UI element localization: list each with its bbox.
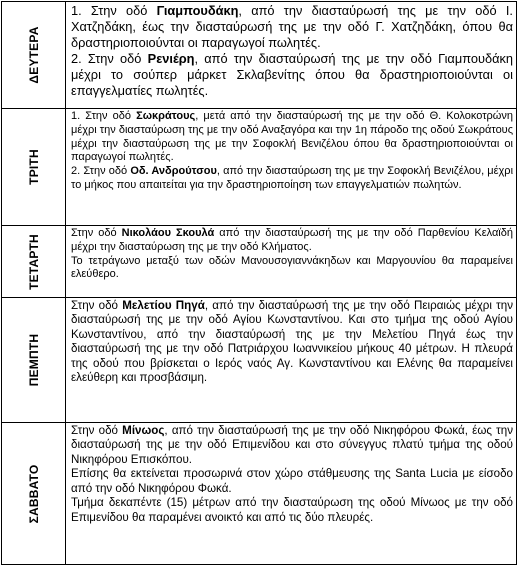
content-cell bbox=[66, 226, 517, 298]
day-cell bbox=[2, 2, 66, 109]
street-name: Σωκράτους bbox=[136, 110, 196, 122]
street-name: Μίνωος bbox=[122, 424, 165, 437]
paragraph: 1. Στην οδό Γιαμπουδάκη, από την διασταύρωσή της με την οδό Ι. Χατζηδάκη, έως την διασταύρωσή της με την οδό Γ. Χατζηδάκη, όπου θα δραστηριοποιούνται οι παραγωγοί πωλητές. bbox=[71, 3, 513, 50]
street-name: Νικολάου Σκουλά bbox=[121, 227, 215, 239]
table-row bbox=[2, 109, 517, 226]
table-row bbox=[2, 298, 517, 423]
day-label: ΣΑΒΒΑΤΟ bbox=[26, 464, 41, 523]
content-cell bbox=[66, 298, 517, 423]
day-label: ΠΕΜΠΤΗ bbox=[26, 333, 41, 387]
table-row bbox=[2, 226, 517, 298]
day-cell bbox=[2, 226, 66, 298]
paragraph: Επίσης θα εκτείνεται προσωρινά στον χώρο στάθμευσης της Santa Lucia με είσοδο από την οδό Νικηφόρου Φωκά. bbox=[71, 467, 513, 495]
street-name: Οδ. Ανδρούτσου bbox=[130, 165, 217, 177]
content-cell bbox=[66, 2, 517, 109]
content-cell bbox=[66, 423, 517, 565]
day-cell bbox=[2, 298, 66, 423]
market-schedule-table bbox=[1, 1, 517, 565]
table-row bbox=[2, 2, 517, 109]
paragraph: 2. Στην οδό Ρενιέρη, από την διασταύρωσή της με την οδό Γιαμπουδάκη μέχρι το σούπερ μάρκετ Σκλαβενίτης όπου θα δραστηριοποιούνται οι επαγγελματίες πωλητές. bbox=[71, 50, 513, 98]
paragraph: 2. Στην οδό Οδ. Ανδρούτσου, από την διασταύρωση της με την Σοφοκλή Βενιζέλου, μέχρι το μήκος που απαιτείται για την δραστηριοποίηση των επαγγελματιών πωλητών. bbox=[71, 165, 514, 191]
day-label: ΤΕΤΑΡΤΗ bbox=[26, 233, 41, 290]
paragraph: Τμήμα δεκαπέντε (15) μέτρων από την διασταύρωση της οδού Μίνωος με την οδό Επιμενίδου θα παραμένει ανοικτό και από τις δύο πλευρές. bbox=[71, 496, 513, 524]
day-label: ΤΡΙΤΗ bbox=[26, 149, 41, 185]
street-name: Μελετίου Πηγά bbox=[122, 299, 205, 312]
day-label: ΔΕΥΤΕΡΑ bbox=[26, 26, 41, 84]
paragraph: Στην οδό Νικολάου Σκουλά από την διασταύρωσή της με την οδό Παρθενίου Κελαϊδή μέχρι την διασταύρωση της με την οδό Κλήματος. bbox=[71, 227, 513, 253]
paragraph: Στην οδό Μελετίου Πηγά, από την διασταύρωσή της με την οδό Πειραιώς μέχρι την διασταύρωσή της με την οδό Αγίου Κωνσταντίνου. Και στο τμήμα της οδού Αγίου Κωνσταντίνου, από την διασταύρωσή της με την Μελετίου Πηγά έως την διασταύρωσή της με την οδό Πατριάρχου Ιωαννικείου μήκους 40 μέτρων. Η πλευρά της οδού που βρίσκεται ο Ιερός ναός Αγ. Κωνσταντίνου και Ελένης θα παραμείνει ελεύθερη και προσβάσιμη. bbox=[71, 299, 514, 385]
street-name: Ρενιέρη bbox=[147, 50, 195, 66]
street-name: Γιαμπουδάκη bbox=[156, 3, 239, 18]
paragraph: 1. Στην οδό Σωκράτους, μετά από την διασταύρωσή της με την οδό Θ. Κολοκοτρώνη μέχρι την διασταύρωση της με την οδό Αναξαγόρα και την 1η πάροδο της οδού Σωκράτους μέχρι την διασταύρωση της με την Σοφοκλή Βενιζέλου όπου θα δραστηριοποιούνται οι παραγωγοί πωλητές. bbox=[71, 110, 514, 164]
paragraph: Στην οδό Μίνωος, από την διασταύρωσή της με την οδό Νικηφόρου Φωκά, έως την διασταύρωσή της με την οδό Επιμενίδου και στο σύνεγγυς πλατύ τμήμα της οδού Νικηφόρου Επισκόπου. bbox=[71, 424, 513, 466]
table-row bbox=[2, 423, 517, 565]
day-cell bbox=[2, 109, 66, 226]
day-cell bbox=[2, 423, 66, 565]
content-cell bbox=[66, 109, 517, 226]
paragraph: Το τετράγωνο μεταξύ των οδών Μανουσογιαννάκηδων και Μαργουνίου θα παραμείνει ελεύθερο. bbox=[71, 254, 513, 281]
